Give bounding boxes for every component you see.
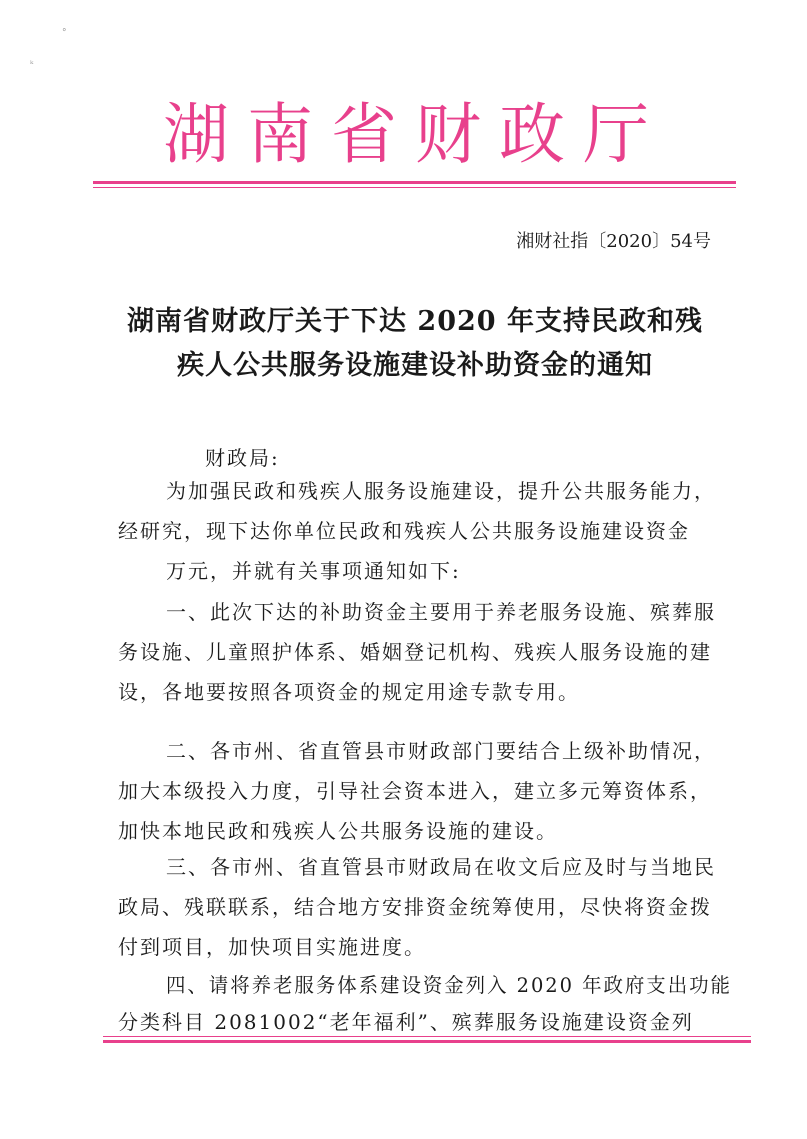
- body-line: 政局、残联联系，结合地方安排资金统筹使用，尽快将资金拨: [118, 895, 712, 919]
- body-line: 分类科目 2081002“老年福利”、殡葬服务设施建设资金列: [118, 1010, 694, 1034]
- body-line: 加大本级投入力度，引导社会资本进入，建立多元筹资体系，: [118, 779, 712, 803]
- title-line-1: 湖南省财政厅关于下达 2020 年支持民政和残: [127, 306, 703, 337]
- body-line: 付到项目，加快项目实施进度。: [118, 935, 426, 959]
- title-line-2: 疾人公共服务设施建设补助资金的通知: [177, 350, 653, 381]
- body-line: 务设施、儿童照护体系、婚姻登记机构、残疾人服务设施的建: [118, 640, 712, 664]
- document-title: [100, 300, 730, 388]
- body-line: 四、请将养老服务体系建设资金列入 2020 年政府支出功能: [166, 973, 732, 997]
- salutation: 财政局:: [205, 446, 280, 470]
- body-line: 设，各地要按照各项资金的规定用途专款专用。: [118, 680, 580, 704]
- letterhead-rule-thick: [93, 181, 736, 184]
- body-line: 一、此次下达的补助资金主要用于养老服务设施、殡葬服: [166, 600, 716, 624]
- footer-rule-thick: [103, 1040, 751, 1043]
- document-number: 湘财社指〔2020〕54号: [516, 231, 711, 252]
- letterhead-rule-thin: [93, 187, 736, 188]
- footer-rule-thin: [103, 1036, 751, 1037]
- body-line: 加快本地民政和残疾人公共服务设施的建设。: [118, 819, 558, 843]
- letterhead-org-name: 湖南省财政厅: [163, 96, 667, 173]
- body-line: 三、各市州、省直管县市财政局在收文后应及时与当地民: [166, 855, 716, 879]
- body-line: 经研究，现下达你单位民政和残疾人公共服务设施建设资金: [118, 519, 690, 543]
- body-line: 为加强民政和残疾人服务设施建设，提升公共服务能力，: [166, 479, 716, 503]
- scan-speck: °: [62, 28, 67, 38]
- body-line: 二、各市州、省直管县市财政部门要结合上级补助情况，: [166, 739, 716, 763]
- body-line: 万元，并就有关事项通知如下:: [166, 559, 461, 583]
- scan-speck: ᵏ: [30, 60, 34, 70]
